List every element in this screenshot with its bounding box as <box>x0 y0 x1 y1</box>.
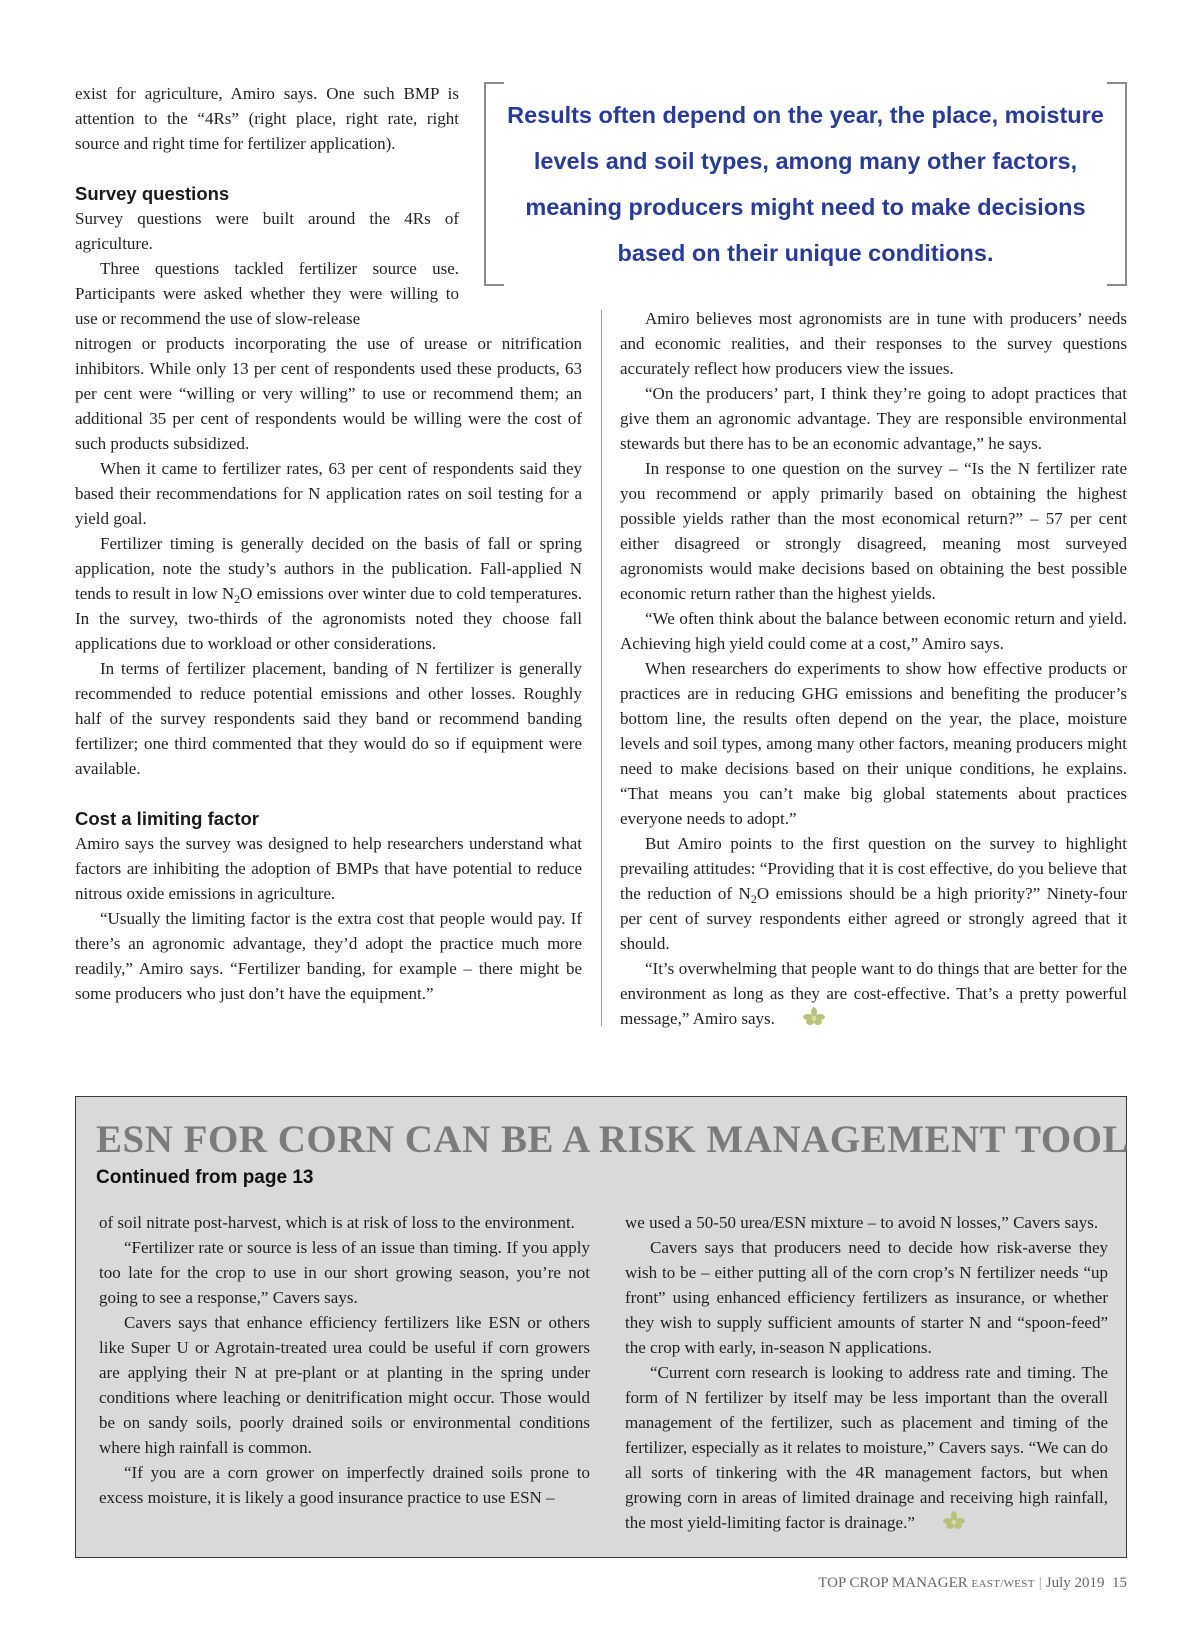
paragraph: Cavers says that enhance efficiency fertilizers like ESN or others like Super U or Agrotain-treated urea could be useful if corn growers are applying their N at pre-plant or at planting in the spring under conditions where leaching or denitrification might occur. Those would be on sandy soils, poorly drained soils or environmental conditions where high rainfall is common. <box>99 1313 590 1457</box>
text-run: O emissions should be a high priority?” Ninety-four per cent of survey respondents either agreed or strongly agreed that it should. <box>620 884 1128 953</box>
paragraph: “Fertilizer rate or source is less of an issue than timing. If you apply too late for the crop to use in our short growing season, you’re not going to see a response,” Cavers says. <box>99 1238 590 1307</box>
pull-quote-text: Results often depend on the year, the place, moisture levels and soil types, among many other factors, meaning producers might need to make decisions based on their unique conditions. <box>507 102 1104 266</box>
subscript: 2 <box>234 592 241 606</box>
paragraph: In response to one question on the survey – “Is the N fertilizer rate you recommend or apply primarily based on obtaining the highest possible yields rather than the most economical return?” – 57 per cent either disagreed or strongly disagreed, meaning most surveyed agronomists would make decisions based on obtaining the best possible economic return rather than the highest yields. <box>620 459 1127 603</box>
paragraph: When researchers do experiments to show how effective products or practices are in reducing GHG emissions and benefiting the producer’s bottom line, the results often depend on the year, the place, moisture levels and soil types, among many other factors, meaning producers might need to make decisions based on their unique conditions, he explains. “That means you can’t make big global statements about practices everyone needs to adopt.” <box>620 659 1127 828</box>
sidebar-subtitle: Continued from page 13 <box>96 1167 314 1188</box>
paragraph: we used a 50-50 urea/ESN mixture – to avoid N losses,” Cavers says. <box>625 1213 1099 1232</box>
paragraph <box>625 1360 1108 1535</box>
text-run: O emissions over winter due to cold temperatures. In the survey, two-thirds of the agronomists noted they choose fall applications due to workload or other considerations. <box>75 584 582 653</box>
paragraph: “On the producers’ part, I think they’re going to adopt practices that give them an agronomic advantage. They are responsible environmental stewards but there has to be an economic advantage,” he says. <box>620 384 1127 453</box>
text-run: Fertilizer timing is generally decided on the basis of fall or spring application, note the study’s authors in the publication. Fall-applied N tends to result in low N <box>75 534 582 603</box>
paragraph: Survey questions were built around the 4Rs of agriculture. <box>75 209 459 253</box>
left-bracket <box>484 82 504 286</box>
edition-label: EAST/WEST <box>971 1578 1035 1590</box>
paragraph: In terms of fertilizer placement, banding of N fertilizer is generally recommended to reduce potential emissions and other losses. Roughly half of the survey respondents said they band or recommend banding fertilizer; one third commented that they would do so if equipment were available. <box>75 659 582 778</box>
paragraph <box>75 531 582 656</box>
paragraph: nitrogen or products incorporating the use of urease or nitrification inhibitors. While only 13 per cent of respondents used these products, 63 per cent were “willing or very willing” to use or recommend them; an additional 35 per cent of respondents would be willing were the cost of such products subsidized. <box>75 334 582 453</box>
page-footer <box>818 1573 1127 1594</box>
page-number: 15 <box>1112 1575 1127 1591</box>
paragraph: Amiro says the survey was designed to help researchers understand what factors are inhibiting the adoption of BMPs that have potential to reduce nitrous oxide emissions in agriculture. <box>75 834 582 903</box>
sidebar-right-column <box>625 1210 1108 1535</box>
paragraph: exist for agriculture, Amiro says. One such BMP is attention to the “4Rs” (right place, right rate, right source and right time for fertilizer application). <box>75 84 459 153</box>
paragraph <box>620 956 1127 1031</box>
subscript: 2 <box>750 892 757 906</box>
magazine-name: TOP CROP MANAGER <box>818 1575 968 1591</box>
wheat-leaf-end-mark-icon <box>918 1511 940 1531</box>
paragraph: “If you are a corn grower on imperfectly drained soils prone to excess moisture, it is likely a good insurance practice to use ESN – <box>99 1463 590 1507</box>
right-bracket <box>1107 82 1127 286</box>
sidebar-left-column <box>99 1210 590 1510</box>
left-column-top <box>75 81 459 331</box>
paragraph: Cavers says that producers need to decide how risk-averse they wish to be – either putting all of the corn crop’s N fertilizer needs “up front” using enhanced efficiency fertilizers as insurance, or whether they wish to supply sufficient amounts of starter N and “spoon-feed” the crop with early, in-season N applications. <box>625 1238 1108 1357</box>
right-column <box>620 306 1127 1031</box>
text-run: “Current corn research is looking to address rate and timing. The form of N fertilizer by itself may be less important than the overall management of the fertilizer, such as placement and timing of the fertilizer, especially as it relates to moisture,” Cavers says. “We can do all sorts of tinkering with the 4R management factors, but when growing corn in areas of limited drainage and receiving high rainfall, the most yield-limiting factor is drainage.” <box>625 1363 1108 1532</box>
text-run: But Amiro points to the first question on the survey to highlight prevailing attitudes: “Providing that it is cost effective, do you believe that the reduction of N <box>620 834 1127 903</box>
sidebar-box <box>75 1096 1130 1558</box>
column-divider <box>601 310 602 1026</box>
wheat-leaf-end-mark-icon <box>778 1007 800 1027</box>
footer-separator: | <box>1038 1575 1042 1591</box>
paragraph: When it came to fertilizer rates, 63 per cent of respondents said they based their recommendations for N application rates on soil testing for a yield goal. <box>75 459 582 528</box>
issue-date: July 2019 <box>1045 1575 1105 1591</box>
section-heading-survey-questions: Survey questions <box>75 183 230 204</box>
paragraph: “We often think about the balance between economic return and yield. Achieving high yield could come at a cost,” Amiro says. <box>620 609 1127 653</box>
pull-quote <box>484 82 1127 286</box>
left-column-bottom <box>75 331 582 1006</box>
section-heading-cost-limiting-factor: Cost a limiting factor <box>75 808 259 829</box>
text-run: “It’s overwhelming that people want to do things that are better for the environment as long as they are cost-effective. That’s a pretty powerful message,” Amiro says. <box>620 959 1127 1028</box>
paragraph <box>620 831 1127 956</box>
paragraph: Amiro believes most agronomists are in tune with producers’ needs and economic realities, and their responses to the survey questions accurately reflect how producers view the issues. <box>620 309 1127 378</box>
paragraph: Three questions tackled fertilizer source use. Participants were asked whether they were willing to use or recommend the use of slow-release <box>75 259 459 328</box>
paragraph: “Usually the limiting factor is the extra cost that people would pay. If there’s an agronomic advantage, they’d adopt the practice much more readily,” Amiro says. “Fertilizer banding, for example – there might be some producers who just don’t have the equipment.” <box>75 909 582 1003</box>
sidebar-title: ESN FOR CORN CAN BE A RISK MANAGEMENT TOOL <box>96 1118 1130 1161</box>
paragraph: of soil nitrate post-harvest, which is at risk of loss to the environment. <box>99 1213 575 1232</box>
